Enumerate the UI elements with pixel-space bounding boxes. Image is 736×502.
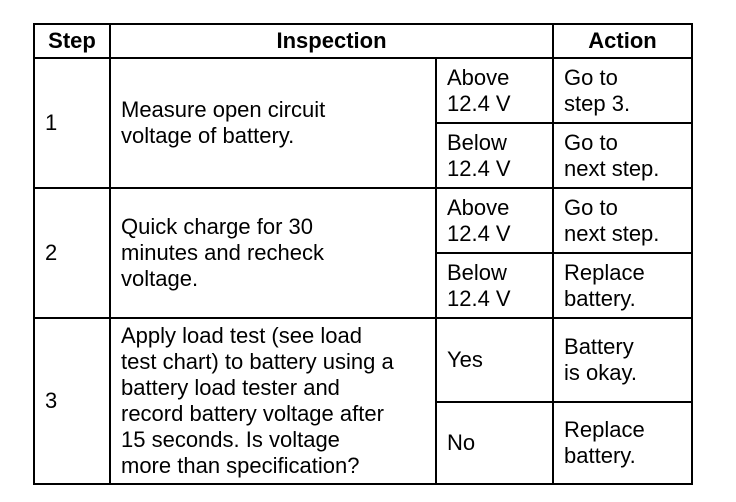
table-row <box>34 318 692 402</box>
condition-label: Below 12.4 V <box>447 259 511 311</box>
condition-cell <box>436 402 553 484</box>
step-number: 3 <box>34 318 110 484</box>
condition-label: Yes <box>447 347 483 372</box>
action-cell <box>553 318 692 402</box>
table-row <box>34 58 692 123</box>
step-number: 2 <box>34 188 110 318</box>
action-cell <box>553 188 692 253</box>
action-label: Battery is okay. <box>564 334 637 385</box>
inspection-label: Measure open circuit voltage of battery. <box>121 97 326 148</box>
condition-label: No <box>447 430 476 455</box>
table-header-row <box>34 24 692 58</box>
action-label: Replace battery. <box>564 259 645 311</box>
action-cell <box>553 253 692 318</box>
action-label: Go to next step. <box>564 129 660 181</box>
condition-label: Above 12.4 V <box>447 64 511 116</box>
action-label: Replace battery. <box>564 417 645 468</box>
header-inspection: Inspection <box>110 24 553 58</box>
inspection-text <box>110 318 436 484</box>
step-number: 1 <box>34 58 110 188</box>
condition-label: Below 12.4 V <box>447 129 511 181</box>
condition-cell <box>436 188 553 253</box>
condition-label: Above 12.4 V <box>447 194 511 246</box>
action-cell <box>553 123 692 188</box>
inspection-text <box>110 58 436 188</box>
header-action: Action <box>553 24 692 58</box>
inspection-text <box>110 188 436 318</box>
battery-inspection-table <box>33 23 693 485</box>
inspection-label: Quick charge for 30 minutes and recheck voltage. <box>121 214 324 291</box>
action-cell <box>553 58 692 123</box>
condition-cell <box>436 318 553 402</box>
header-step: Step <box>34 24 110 58</box>
action-label: Go to step 3. <box>564 64 631 116</box>
condition-cell <box>436 123 553 188</box>
inspection-label: Apply load test (see load test chart) to battery using a battery load tester and record battery voltage after 15 seconds. Is voltage more than specification? <box>121 323 394 478</box>
table-row <box>34 188 692 253</box>
condition-cell <box>436 58 553 123</box>
action-cell <box>553 402 692 484</box>
action-label: Go to next step. <box>564 194 660 246</box>
condition-cell <box>436 253 553 318</box>
